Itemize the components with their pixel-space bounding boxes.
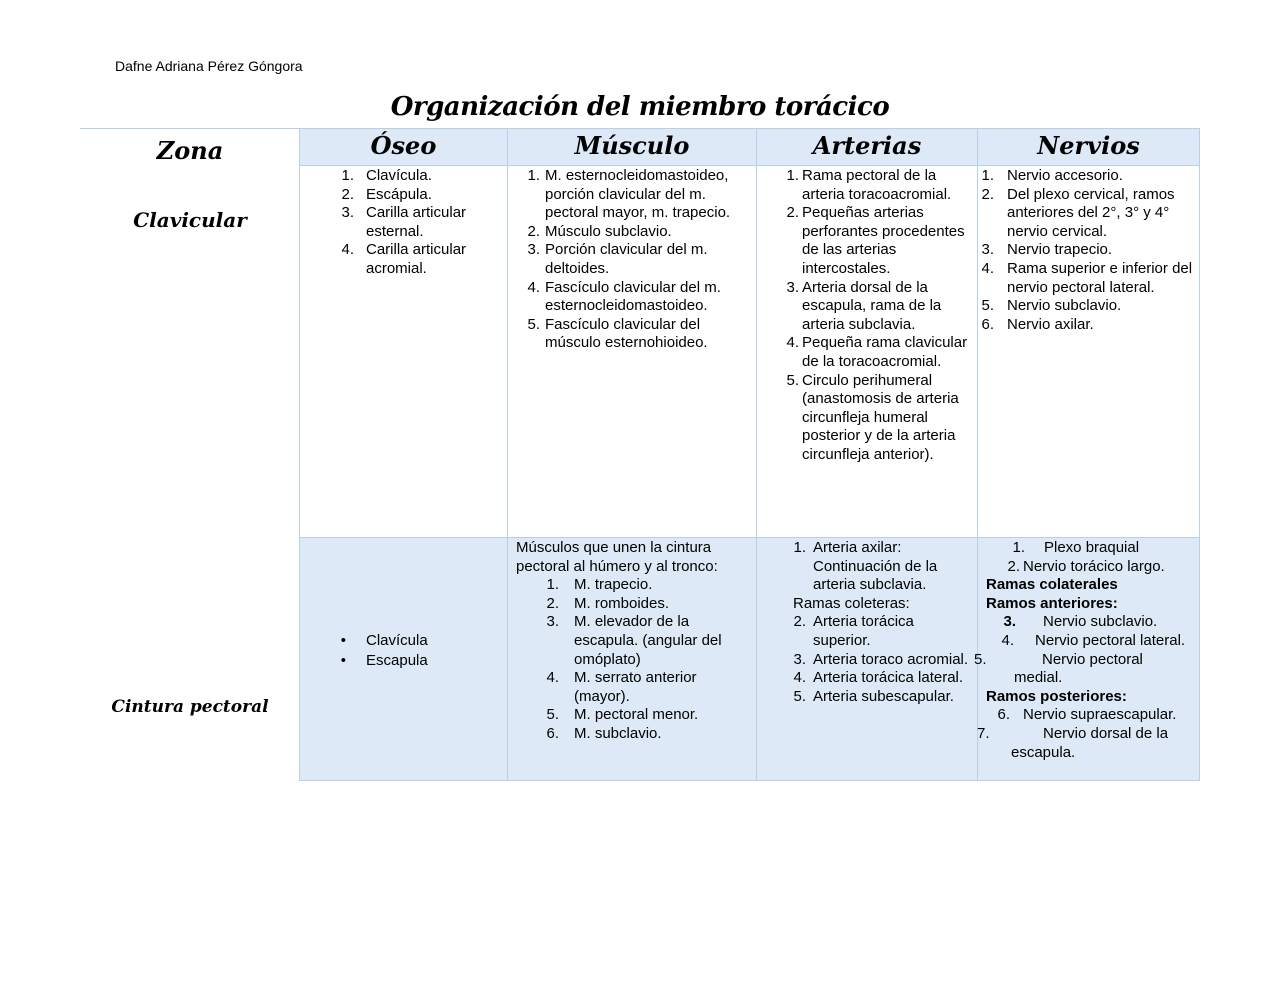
list-item: 2. Músculo subclavio. (527, 222, 672, 240)
list-item: 2. M. romboides. (546, 594, 670, 612)
list-item: 3. Nervio subclavio. (1003, 613, 1158, 631)
arterias-subheading: Ramas coleteras: (793, 594, 910, 612)
cell-arterias-cintura (756, 537, 978, 781)
list-item: 4. Arteria torácica lateral. (793, 669, 964, 687)
list-item: 4. Carilla articular acromial. (341, 241, 467, 277)
nervios-colaterales-heading: Ramas colaterales (986, 576, 1118, 594)
list-item: 5. Circulo perihumeral (anastomosis de arteria circunfleja humeral posterior y de la arteria circunfleja anterior). (786, 371, 959, 463)
author-name: Dafne Adriana Pérez Góngora (115, 58, 303, 74)
header-arterias: Arterias (756, 128, 978, 166)
list-item: 3. Porción clavicular del m. deltoides. (527, 241, 708, 277)
list-item: 2. Nervio torácico largo. (1007, 557, 1165, 575)
list-item: 4. Pequeña rama clavicular de la toracoacromial. (786, 334, 968, 370)
cell-arterias-clavicular (756, 165, 978, 538)
list-item: • Escapula (340, 652, 428, 669)
cell-musculo-cintura (507, 537, 757, 781)
list-item: 5. Nervio pectoral medial. (974, 650, 1143, 687)
header-zona: Zona (80, 128, 300, 166)
cell-musculo-clavicular (507, 165, 757, 538)
cell-oseo-cintura (299, 537, 508, 781)
header-oseo: Óseo (299, 128, 508, 166)
list-item: 5. Arteria subescapular. (793, 687, 954, 705)
list-item: 6. Nervio supraescapular. (997, 706, 1177, 724)
document-title: Organización del miembro torácico (390, 92, 890, 122)
list-item: 6. M. subclavio. (546, 724, 662, 742)
header-musculo: Músculo (507, 128, 757, 166)
list-item: 1. M. esternocleidomastoideo, porción clavicular del m. pectoral mayor, m. trapecio. (527, 167, 731, 222)
header-nervios: Nervios (977, 128, 1200, 166)
nervios-posteriores-heading: Ramos posteriores: (986, 687, 1127, 705)
list-item: 3. Nervio trapecio. (981, 241, 1113, 259)
list-item: 5. Fascículo clavicular del músculo esternohioideo. (527, 315, 708, 352)
nervios-anteriores-heading: Ramos anteriores: (986, 594, 1118, 612)
list-item: 3. Arteria toraco acromial. (793, 650, 969, 668)
list-item: 6. Nervio axilar. (981, 315, 1094, 333)
list-item: 2. Escápula. (341, 185, 432, 203)
list-item: 1. Arteria axilar: Continuación de la arteria subclavia. (793, 539, 938, 594)
list-item: 4. Fascículo clavicular del m. esternocleidomastoideo. (527, 278, 721, 315)
list-item: 5. Nervio subclavio. (981, 297, 1122, 315)
list-item: 4. Rama superior e inferior del nervio pectoral lateral. (981, 259, 1193, 296)
list-item: 5. M. pectoral menor. (546, 706, 699, 724)
list-item: 2. Pequeñas arterias perforantes procedentes de las arterias intercostales. (786, 204, 965, 277)
list-item: 1. Nervio accesorio. (981, 167, 1123, 184)
list-item: • Clavícula (340, 632, 428, 649)
cell-oseo-clavicular (299, 165, 508, 538)
list-item: 2. Arteria torácica superior. (793, 613, 914, 649)
cell-nervios-cintura (974, 537, 1200, 781)
list-item: 2. Del plexo cervical, ramos anteriores del 2°, 3° y 4° nervio cervical. (981, 185, 1175, 240)
cell-nervios-clavicular (977, 165, 1200, 538)
list-item: 1. M. trapecio. (546, 576, 653, 594)
list-item: 1. Rama pectoral de la arteria toracoacromial. (786, 167, 952, 203)
musculo-intro: Músculos que unen la cintura pectoral al húmero y al tronco: (516, 539, 718, 575)
list-item: 4. M. serrato anterior (mayor). (546, 669, 697, 705)
list-item: 3. M. elevador de la escapula. (angular del omóplato) (546, 613, 722, 668)
list-item: 3. Carilla articular esternal. (341, 204, 467, 240)
zone-clavicular: Clavicular (133, 208, 247, 232)
list-item: 1. Plexo braquial (1012, 539, 1140, 556)
list-item: 1. Clavícula. (341, 167, 432, 184)
zone-cintura-pectoral: Cintura pectoral (111, 697, 269, 717)
list-item: 3. Arteria dorsal de la escapula, rama de la arteria subclavia. (786, 278, 942, 333)
list-item: 4. Nervio pectoral lateral. (1001, 631, 1186, 649)
list-item: 7. Nervio dorsal de la escapula. (977, 724, 1169, 761)
